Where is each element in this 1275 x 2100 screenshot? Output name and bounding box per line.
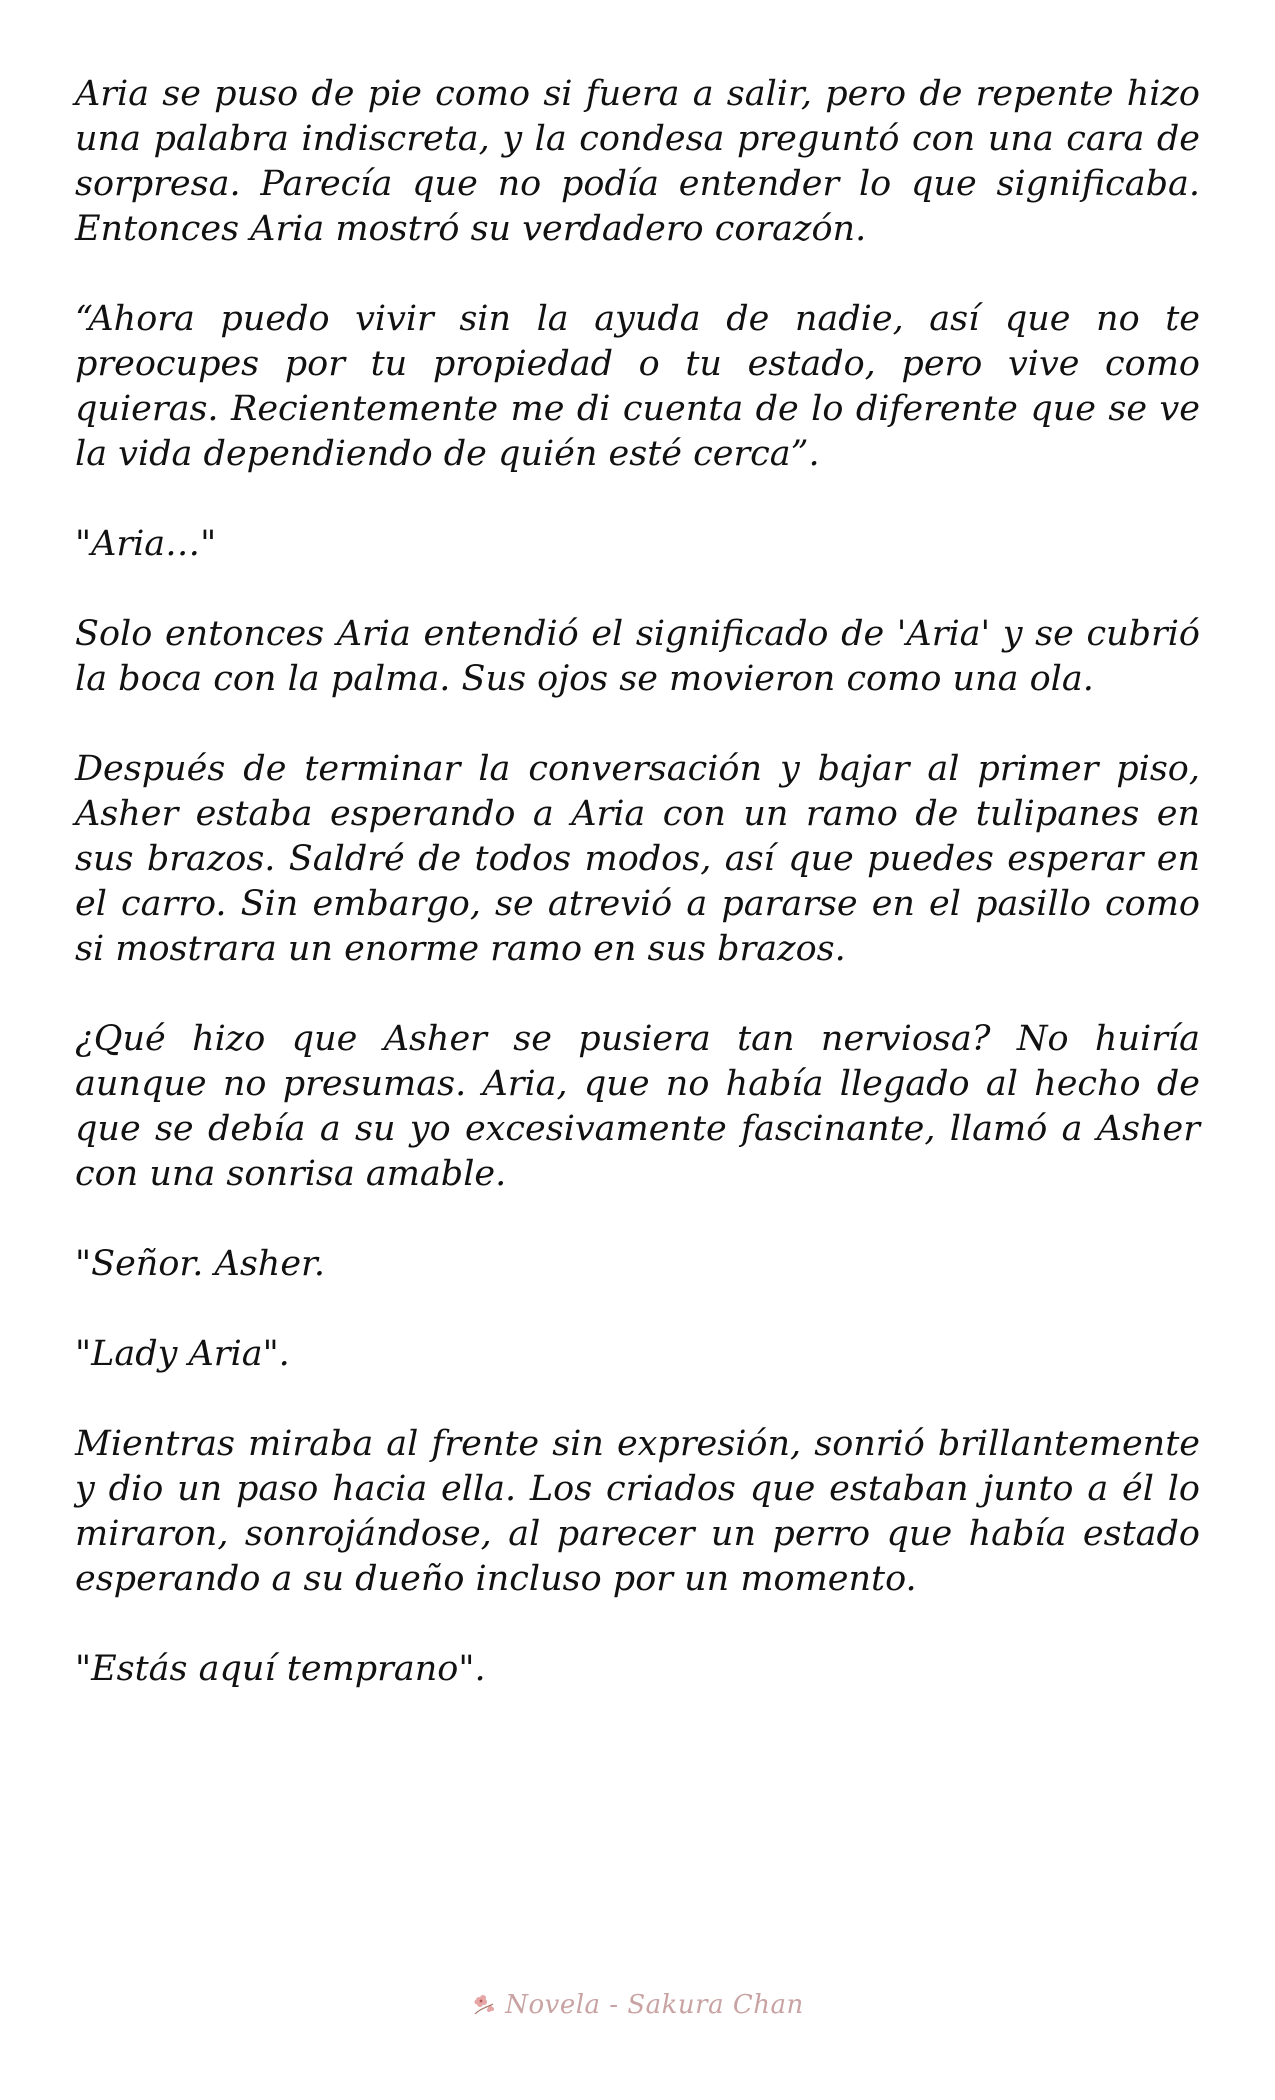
paragraph: Mientras miraba al frente sin expresión, sonrió brillantemente y dio un paso hacia ella. Los criados que estaban junto a él lo miraron, sonrojándose, al parecer un perro que había estado esperando a su dueño incluso por un momento. — [75, 1424, 1200, 1599]
document-body — [75, 72, 1200, 1737]
paragraph: "Lady Aria". — [75, 1334, 290, 1374]
paragraph: ¿Qué hizo que Asher se pusiera tan nerviosa? No huiría aunque no presumas. Aria, que no había llegado al hecho de que se debía a su yo excesivamente fascinante, llamó a Asher con una sonrisa amable. — [75, 1019, 1200, 1194]
watermark-text: Novela - Sakura Chan — [505, 1990, 804, 2020]
paragraph: Solo entonces Aria entendió el significado de 'Aria' y se cubrió la boca con la palma. Sus ojos se movieron como una ola. — [75, 614, 1200, 699]
paragraph: “Ahora puedo vivir sin la ayuda de nadie, así que no te preocupes por tu propiedad o tu estado, pero vive como quieras. Recientemente me di cuenta de lo diferente que se ve la vida dependiendo de quién esté cerca”. — [75, 299, 1200, 474]
watermark — [0, 1990, 1275, 2020]
paragraph: Después de terminar la conversación y bajar al primer piso, Asher estaba esperando a Aria con un ramo de tulipanes en sus brazos. Saldré de todos modos, así que puedes esperar en el carro. Sin embargo, se atrevió a pararse en el pasillo como si mostrara un enorme ramo en sus brazos. — [75, 749, 1200, 969]
paragraph: "Señor. Asher. — [75, 1244, 326, 1284]
sakura-flower-icon — [471, 1992, 497, 2018]
paragraph: "Estás aquí temprano". — [75, 1649, 486, 1689]
paragraph: Aria se puso de pie como si fuera a salir, pero de repente hizo una palabra indiscreta, y la condesa preguntó con una cara de sorpresa. Parecía que no podía entender lo que significaba. Entonces Aria mostró su verdadero corazón. — [75, 74, 1200, 249]
paragraph: "Aria…" — [75, 524, 217, 564]
